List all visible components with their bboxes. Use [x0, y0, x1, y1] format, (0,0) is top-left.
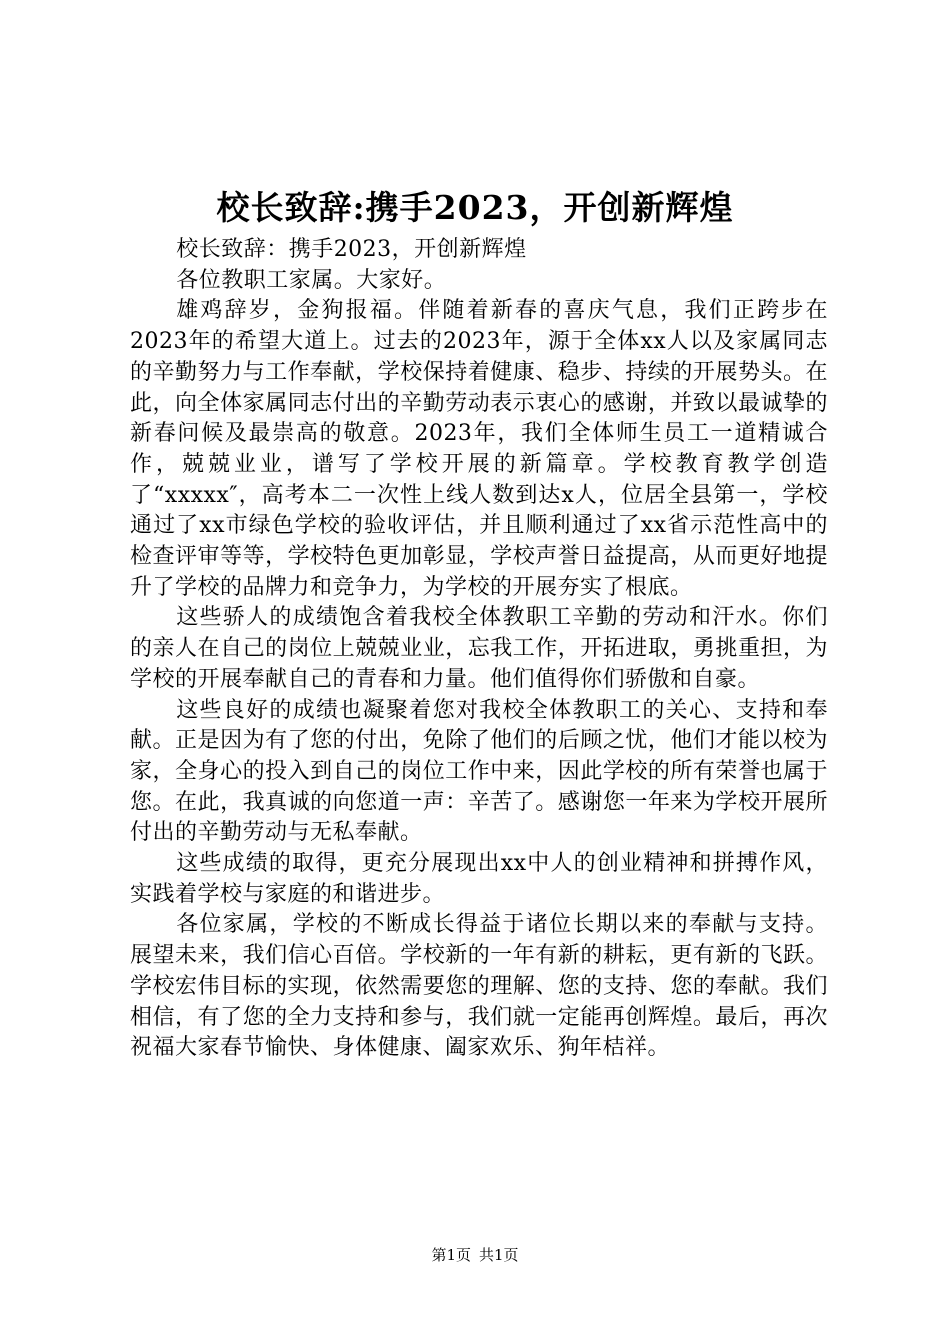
paragraph-greeting: 各位教职工家属。大家好。 [176, 267, 447, 293]
paragraph: 雄鸡辞岁，金狗报福。伴随着新春的喜庆气息，我们正跨步在2023年的希望大道上。过去的2023年，源于全体xx人以及家属同志的辛勤努力与工作奉献，学校保持着健康、稳步、持续的开展势头。在此，向全体家属同志付出的辛勤劳动表示衷心的感谢，并致以最诚挚的新春问候及最崇高的敬意。2023年，我们全体师生员工一道精诚合作，兢兢业业，谱写了学校开展的新篇章。学校教育教学创造了“xxxxx″，高考本二一次性上线人数到达x人，位居全县第一，学校通过了xx市绿色学校的验收评估，并且顺利通过了xx省示范性高中的检查评审等等，学校特色更加彰显，学校声誉日益提高，从而更好地提升了学校的品牌力和竞争力，为学校的开展夯实了根底。 [130, 298, 828, 600]
document-body [130, 235, 828, 1064]
page-total: 共1页 [479, 1246, 519, 1264]
paragraph: 这些成绩的取得，更充分展现出xx中人的创业精神和拼搏作风，实践着学校与家庭的和谐进步。 [130, 851, 828, 907]
paragraph-heading: 校长致辞：携手2023，开创新辉煌 [176, 237, 527, 262]
page-number: 第1页 [431, 1246, 471, 1264]
paragraph: 这些骄人的成绩饱含着我校全体教职工辛勤的劳动和汗水。你们的亲人在自己的岗位上兢兢业业，忘我工作，开拓进取，勇挑重担，为学校的开展奉献自己的青春和力量。他们值得你们骄傲和自豪。 [130, 605, 828, 692]
document-title: 校长致辞:携手2023，开创新辉煌 [216, 188, 734, 227]
paragraph: 各位家属，学校的不断成长得益于诸位长期以来的奉献与支持。展望未来，我们信心百倍。学校新的一年有新的耕耘，更有新的飞跃。学校宏伟目标的实现，依然需要您的理解、您的支持、您的奉献。我们相信，有了您的全力支持和参与，我们就一定能再创辉煌。最后，再次祝福大家春节愉快、身体健康、阖家欢乐、狗年桔祥。 [130, 912, 828, 1061]
page-footer [0, 1245, 950, 1265]
paragraph: 这些良好的成绩也凝聚着您对我校全体教职工的关心、支持和奉献。正是因为有了您的付出，免除了他们的后顾之忧，他们才能以校为家，全身心的投入到自己的岗位工作中来，因此学校的所有荣誉也属于您。在此，我真诚的向您道一声：辛苦了。感谢您一年来为学校开展所付出的辛勤劳动与无私奉献。 [130, 697, 828, 846]
